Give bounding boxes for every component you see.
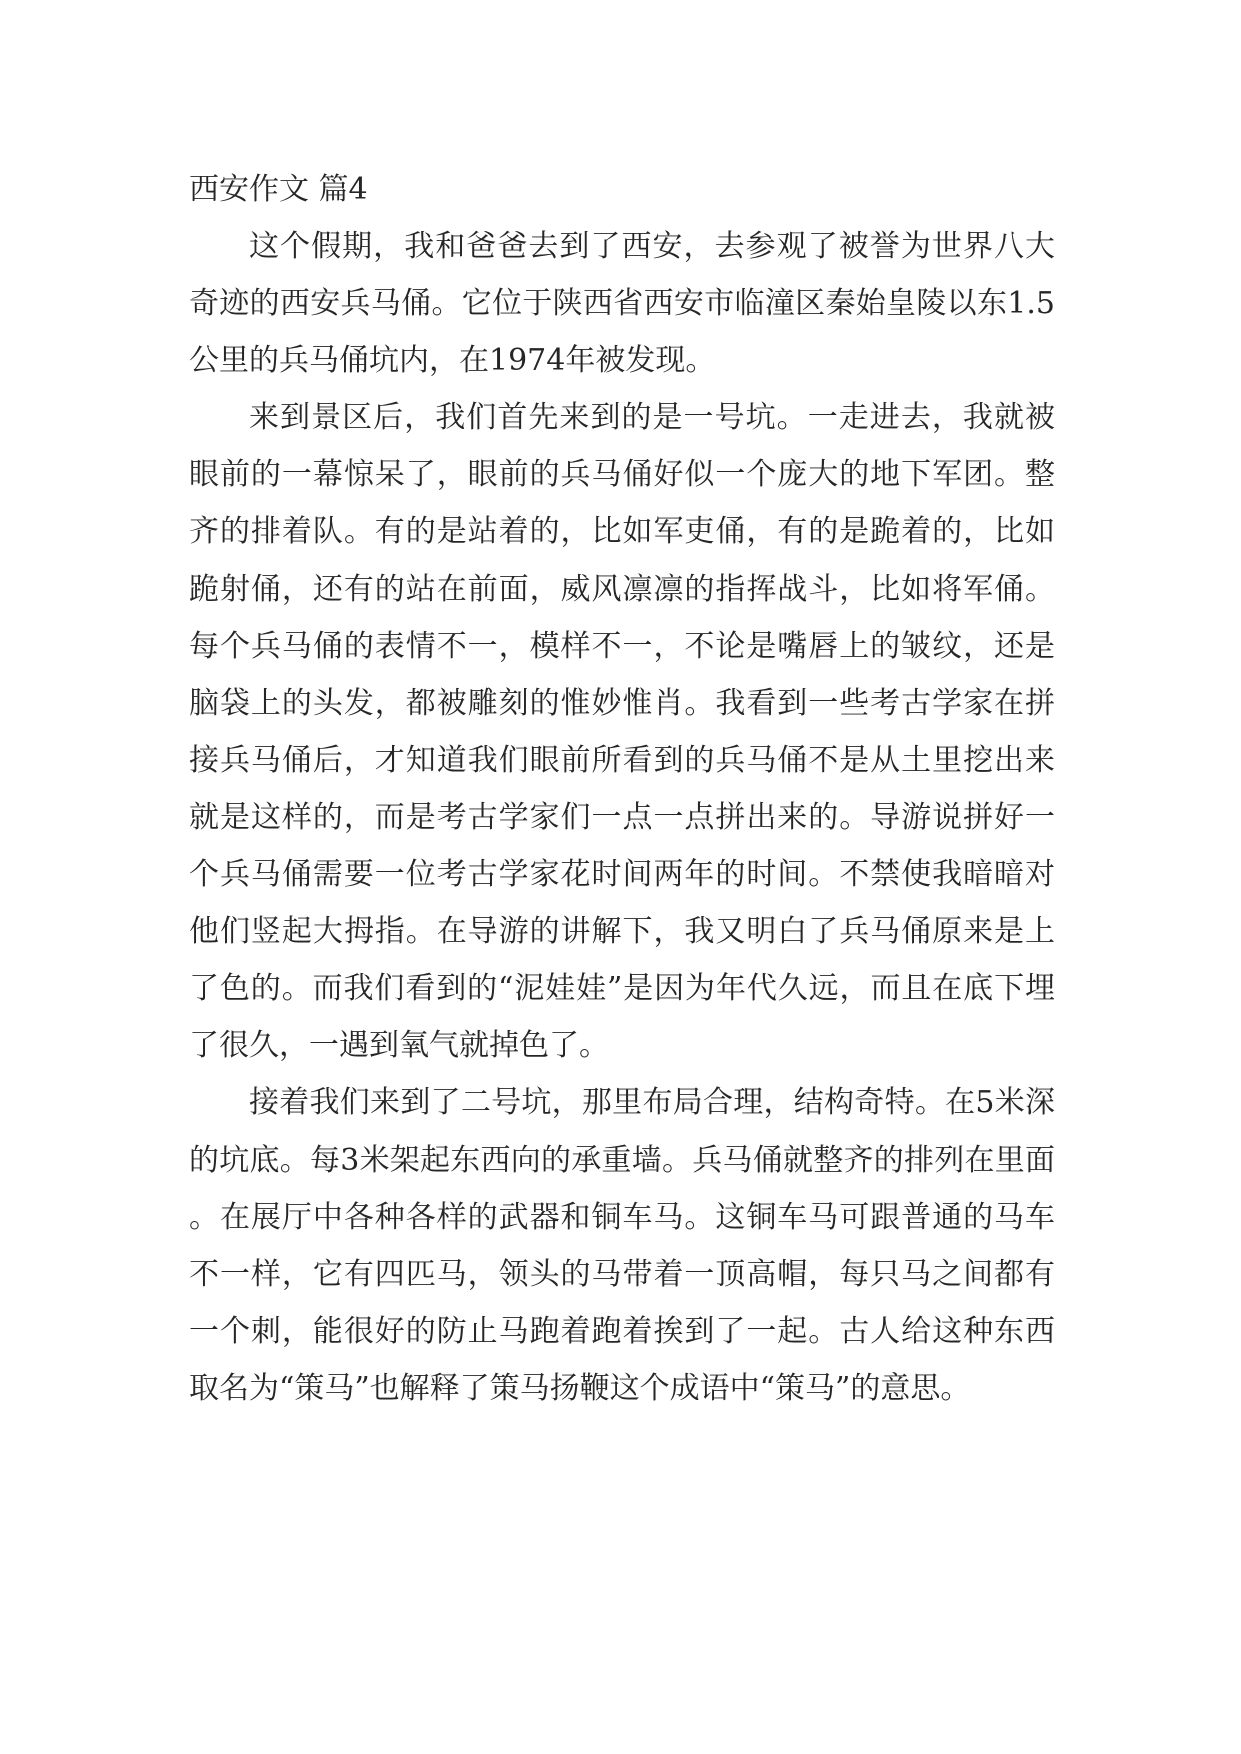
document-body <box>189 162 1055 1417</box>
paragraph-intro: 这个假期，我和爸爸去到了西安，去参观了被誉为世界八大奇迹的西安兵马俑。它位于陕西省西安市临潼区秦始皇陵以东1.5公里的兵马俑坑内，在1974年被发现。 <box>189 229 1055 379</box>
paragraph-pit-one: 来到景区后，我们首先来到的是一号坑。一走进去，我就被眼前的一幕惊呆了，眼前的兵马俑好似一个庞大的地下军团。整齐的排着队。有的是站着的，比如军吏俑，有的是跪着的，比如跪射俑，还有的站在前面，威风凛凛的指挥战斗，比如将军俑。每个兵马俑的表情不一，模样不一，不论是嘴唇上的皱纹，还是脑袋上的头发，都被雕刻的惟妙惟肖。我看到一些考古学家在拼接兵马俑后，才知道我们眼前所看到的兵马俑不是从土里挖出来就是这样的，而是考古学家们一点一点拼出来的。导游说拼好一个兵马俑需要一位考古学家花时间两年的时间。不禁使我暗暗对他们竖起大拇指。在导游的讲解下，我又明白了兵马俑原来是上了色的。而我们看到的“泥娃娃”是因为年代久远，而且在底下埋了很久，一遇到氧气就掉色了。 <box>189 400 1055 1064</box>
paragraph-pit-two: 接着我们来到了二号坑，那里布局合理，结构奇特。在5米深的坑底。每3米架起东西向的承重墙。兵马俑就整齐的排列在里面。在展厅中各种各样的武器和铜车马。这铜车马可跟普通的马车不一样，它有四匹马，领头的马带着一顶高帽，每只马之间都有一个刺，能很好的防止马跑着跑着挨到了一起。古人给这种东西取名为“策马”也解释了策马扬鞭这个成语中“策马”的意思。 <box>189 1085 1055 1406</box>
document-title: 西安作文 篇4 <box>189 172 368 207</box>
